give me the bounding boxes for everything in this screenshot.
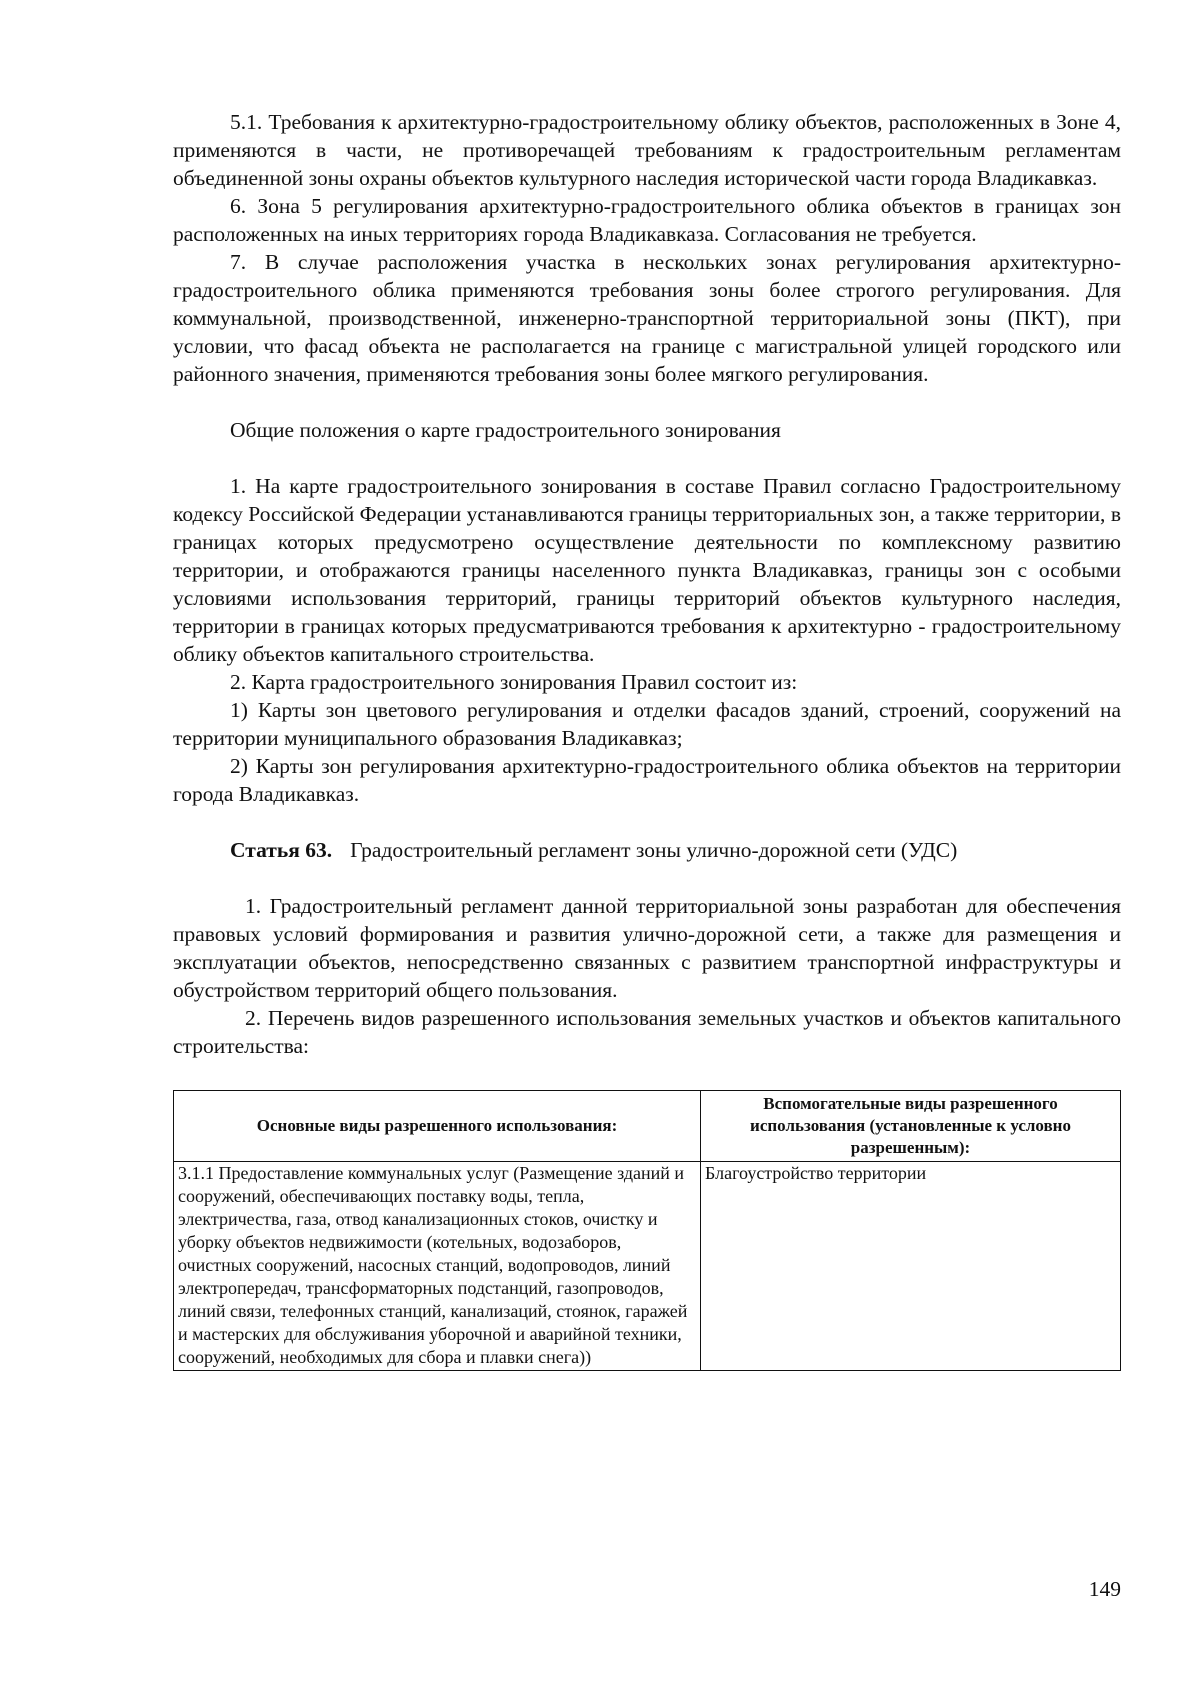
general-list-item-1: 1) Карты зон цветового регулирования и отделки фасадов зданий, строений, сооружений на территории муниципального образования Владикавказ; [173, 698, 1121, 750]
table-header-row [174, 1091, 1121, 1162]
general-paragraph-2: 2. Карта градостроительного зонирования Правил состоит из: [230, 670, 798, 694]
paragraph-7: 7. В случае расположения участка в нескольких зонах регулирования архитектурно-градостроительного облика применяются требования зоны более строгого регулирования. Для коммунальной, производственной, инженерно-транспортной территориальной зоны (ПКТ), при условии, что фасад объекта не располагается на границе с магистральной улицей городского или районного значения, применяются требования зоны более мягкого регулирования. [173, 250, 1121, 386]
table-cell-auxiliary-use: Благоустройство территории [701, 1162, 1121, 1371]
document-page [173, 108, 1121, 1371]
article-paragraph-1: 1. Градостроительный регламент данной территориальной зоны разработан для обеспечения правовых условий формирования и развития улично-дорожной сети, а также для размещения и эксплуатации объектов, непосредственно связанных с развитием транспортной инфраструктуры и обустройством территорий общего пользования. [173, 894, 1121, 1002]
article-title: Градостроительный регламент зоны улично-дорожной сети (УДС) [350, 838, 958, 862]
permitted-uses-table [173, 1090, 1121, 1371]
spacer [173, 864, 1121, 892]
section-heading: Общие положения о карте градостроительного зонирования [230, 418, 781, 442]
header-auxiliary-uses: Вспомогательные виды разрешенного использования (установленные к условно разрешенным): [701, 1091, 1121, 1162]
header-main-uses: Основные виды разрешенного использования: [174, 1091, 701, 1162]
spacer [173, 444, 1121, 472]
spacer [173, 388, 1121, 416]
general-paragraph-1: 1. На карте градостроительного зонирования в составе Правил согласно Градостроительному кодексу Российской Федерации устанавливаются границы территориальных зон, а также территории, в границах которых предусмотрено осуществление деятельности по комплексному развитию территории, и отображаются границы населенного пункта Владикавказ, границы зон с особыми условиями использования территорий, границы территорий объектов культурного наследия, территории в границах которых предусматриваются требования к архитектурно - градостроительному облику объектов капитального строительства. [173, 474, 1121, 666]
page-number: 149 [1088, 1577, 1121, 1601]
article-paragraph-2: 2. Перечень видов разрешенного использования земельных участков и объектов капитального строительства: [173, 1006, 1121, 1058]
table-row [174, 1162, 1121, 1371]
article-number: Статья 63. [230, 838, 333, 862]
article-heading [173, 836, 1121, 864]
general-list-item-2: 2) Карты зон регулирования архитектурно-градостроительного облика объектов на территории города Владикавказ. [173, 754, 1121, 806]
paragraph-6: 6. Зона 5 регулирования архитектурно-градостроительного облика объектов в границах зон расположенных на иных территориях города Владикавказа. Согласования не требуется. [173, 194, 1121, 246]
spacer [173, 808, 1121, 836]
table-cell-main-use: 3.1.1 Предоставление коммунальных услуг (Размещение зданий и сооружений, обеспечивающих поставку воды, тепла, электричества, газа, отвод канализационных стоков, очистку и уборку объектов недвижимости (котельных, водозаборов, очистных сооружений, насосных станций, водопроводов, линий электропередач, трансформаторных подстанций, газопроводов, линий связи, телефонных станций, канализаций, стоянок, гаражей и мастерских для обслуживания уборочной и аварийной техники, сооружений, необходимых для сбора и плавки снега)) [174, 1162, 701, 1371]
paragraph-5-1: 5.1. Требования к архитектурно-градостроительному облику объектов, расположенных в Зоне 4, применяются в части, не противоречащей требованиям к градостроительным регламентам объединенной зоны охраны объектов культурного наследия исторической части города Владикавказ. [173, 110, 1121, 190]
